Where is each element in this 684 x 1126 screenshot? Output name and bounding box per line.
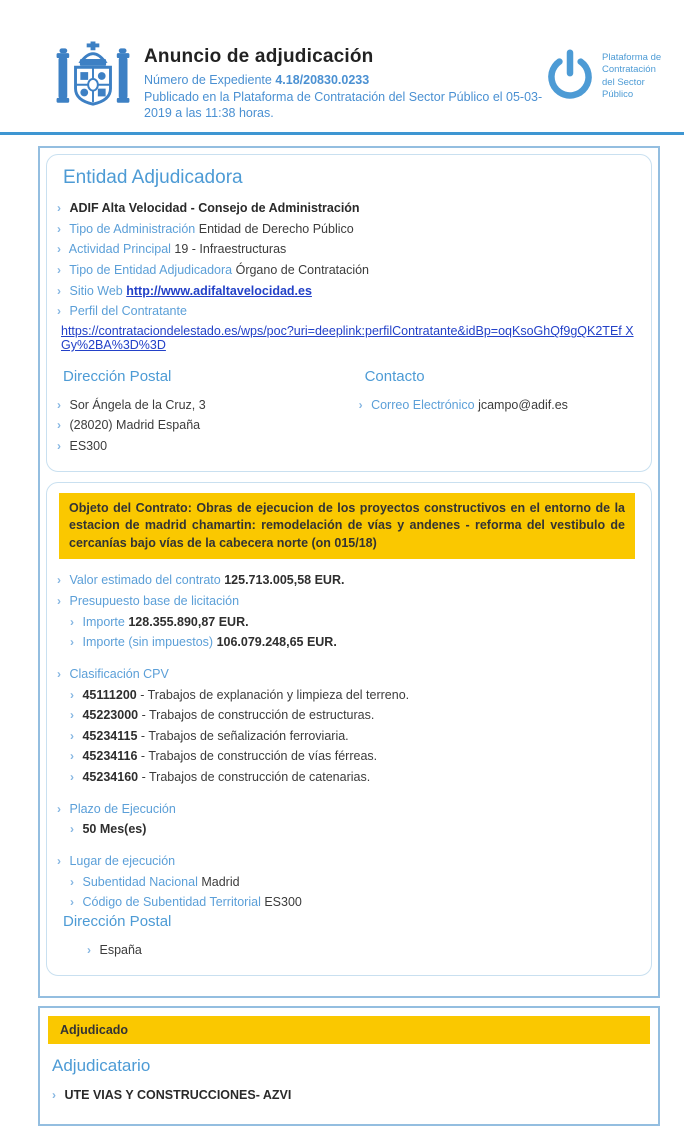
chevron-bullet-icon: › — [57, 801, 61, 816]
cpv-item: › 45234115 - Trabajos de señalización ferroviaria. — [70, 728, 349, 743]
field-tipo-entidad: › Tipo de Entidad Adjudicadora Órgano de Contratación — [57, 262, 370, 277]
field-correo-electronico: › Correo Electrónico jcampo@adif.es — [358, 397, 568, 412]
field-clasificacion-cpv: › Clasificación CPV — [57, 666, 169, 681]
field-importe: › Importe 128.355.890,87 EUR. — [70, 614, 249, 629]
page-title: Anuncio de adjudicación — [144, 46, 374, 67]
cpv-item: › 45234160 - Trabajos de construcción de catenarias. — [70, 770, 371, 784]
direccion-postal-heading: Dirección Postal — [63, 368, 172, 386]
chevron-bullet-icon: › — [87, 942, 91, 957]
cpv-item: › 45223000 - Trabajos de construcción de estructuras. — [70, 708, 375, 723]
chevron-bullet-icon: › — [57, 221, 61, 236]
chevron-bullet-icon: › — [70, 687, 74, 702]
chevron-bullet-icon: › — [57, 283, 61, 298]
platform-logo-text: Plataforma de Contratación del Sector Público — [602, 52, 662, 101]
field-sitio-web: › Sitio Web http://www.adifaltavelocidad.es — [57, 283, 312, 298]
perfil-contratante-link[interactable]: https://contrataciondelestado.es/wps/poc?uri=deeplink:perfilContratante&idBp=oqKsoGhQf9gQK2TEf XGy%2BA%3D%3D — [61, 324, 634, 353]
chevron-bullet-icon: › — [358, 397, 363, 412]
spain-coat-of-arms-icon — [56, 42, 130, 110]
chevron-bullet-icon: › — [70, 770, 74, 784]
chevron-bullet-icon: › — [57, 853, 61, 868]
adjudicado-container — [38, 1006, 660, 1126]
direccion-postal-ejecucion-heading: Dirección Postal — [63, 913, 172, 931]
plazo-valor: › 50 Mes(es) — [70, 822, 147, 837]
document-header — [0, 0, 684, 122]
chevron-bullet-icon: › — [57, 262, 61, 277]
cpv-item: › 45111200 - Trabajos de explanación y limpieza del terreno. — [70, 687, 410, 702]
chevron-bullet-icon: › — [57, 242, 61, 257]
chevron-bullet-icon: › — [70, 822, 74, 837]
address-contact-columns — [57, 368, 637, 457]
field-plazo-ejecucion: › Plazo de Ejecución — [57, 801, 176, 816]
contacto-column — [359, 368, 637, 457]
power-button-icon — [544, 48, 596, 102]
field-subentidad-nacional: › Subentidad Nacional Madrid — [70, 874, 240, 889]
chevron-bullet-icon: › — [57, 573, 61, 588]
chevron-bullet-icon: › — [57, 304, 61, 319]
expediente-label: Número de Expediente — [144, 73, 272, 87]
field-presupuesto-base: › Presupuesto base de licitación — [57, 594, 240, 608]
title-block — [144, 42, 544, 122]
contacto-heading: Contacto — [364, 368, 425, 386]
chevron-bullet-icon: › — [57, 201, 61, 215]
field-valor-estimado: › Valor estimado del contrato 125.713.005,58 EUR. — [57, 573, 345, 588]
adjudicatario-nombre: › UTE VIAS Y CONSTRUCCIONES- AZVI — [52, 1088, 292, 1103]
adjudicatario-heading: Adjudicatario — [52, 1055, 151, 1075]
field-actividad-principal: › Actividad Principal 19 - Infraestructuras — [57, 242, 287, 257]
chevron-bullet-icon: › — [70, 614, 74, 629]
address-line: › (28020) Madrid España — [57, 418, 201, 433]
chevron-bullet-icon: › — [57, 397, 61, 412]
header-divider — [0, 132, 684, 135]
address-line: › Sor Ángela de la Cruz, 3 — [57, 397, 206, 412]
perfil-contratante-url-row — [57, 322, 637, 354]
address-line: › ES300 — [57, 439, 108, 453]
chevron-bullet-icon: › — [70, 895, 74, 910]
objeto-contrato-panel — [46, 482, 652, 976]
objeto-contrato-highlight: Objeto del Contrato: Obras de ejecucion de los proyectos constructivos en el entorno de la estacion de madrid chamartin: remodelación de vías y andenes - reforma del vestibulo de cercanías bajo vías de la cabecera norte (on 015/18) — [59, 493, 635, 559]
field-importe-sin-impuestos: › Importe (sin impuestos) 106.079.248,65 EUR. — [70, 635, 337, 650]
direccion-postal-column — [57, 368, 359, 457]
cpv-item: › 45234116 - Trabajos de construcción de vías férreas. — [70, 749, 378, 764]
field-lugar-ejecucion: › Lugar de ejecución — [57, 853, 176, 868]
adjudicado-status-bar: Adjudicado — [48, 1016, 650, 1044]
chevron-bullet-icon: › — [70, 728, 74, 743]
field-entidad-nombre: › ADIF Alta Velocidad - Consejo de Administración — [57, 201, 360, 215]
chevron-bullet-icon: › — [70, 708, 74, 723]
expediente-line — [144, 72, 544, 89]
sitio-web-link[interactable]: http://www.adifaltavelocidad.es — [126, 283, 312, 298]
pais-ejecucion: › España — [87, 942, 142, 957]
chevron-bullet-icon: › — [70, 635, 74, 650]
platform-logo — [544, 48, 668, 102]
published-line: Publicado en la Plataforma de Contratación del Sector Público el 05-03-2019 a las 11:38 horas. — [144, 89, 543, 120]
expediente-number: 4.18/20830.0233 — [275, 73, 370, 87]
chevron-bullet-icon: › — [52, 1088, 56, 1103]
chevron-bullet-icon: › — [70, 874, 74, 889]
chevron-bullet-icon: › — [57, 594, 61, 608]
chevron-bullet-icon: › — [57, 418, 61, 433]
field-codigo-subentidad: › Código de Subentidad Territorial ES300 — [70, 895, 302, 910]
section-heading-entidad: Entidad Adjudicadora — [63, 166, 243, 188]
main-container — [38, 146, 660, 998]
field-tipo-administracion: › Tipo de Administración Entidad de Derecho Público — [57, 221, 354, 236]
entidad-adjudicadora-panel — [46, 154, 652, 473]
field-perfil-contratante: › Perfil del Contratante — [57, 304, 187, 319]
chevron-bullet-icon: › — [70, 749, 74, 764]
chevron-bullet-icon: › — [57, 439, 61, 453]
chevron-bullet-icon: › — [57, 666, 61, 681]
